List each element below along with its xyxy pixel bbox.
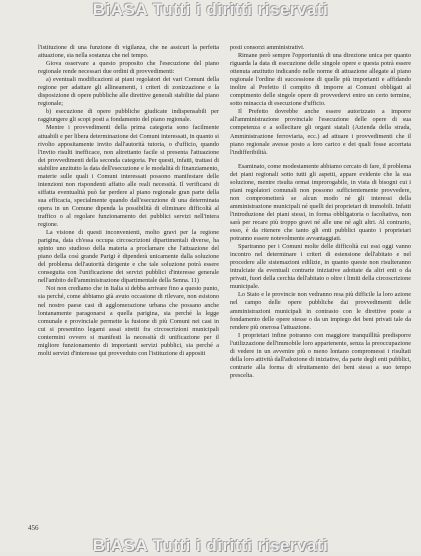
paragraph: b) esecuzione di opere pubbliche giudicate indispensabili per raggiungere gli scopi posti a fondamento del piano regionale.	[38, 108, 219, 124]
paragraph: Noi non crediamo che in Italia si debba arrivare fino a questo punto, sia perché, come abbiamo già avuto occasione di rilevare, non esistono nel nostro paese casi di agglomerazione urbana che possano anche lontanamente paragonarsi a quella parigina, sia perché la legge comunale e provinciale permette la fusione di più Comuni nei casi in cui si presentino legami assai stretti fra circoscrizioni municipali contermini ovvero si manifesti la necessità di unificazione per il migliore funzionamento di importanti servizi pubblici, sia perché a molti servizi d'interesse qui provveduto con l'istituzione di appositi	[38, 285, 219, 357]
watermark-bottom: BiASA Tutti i diritti riservati	[92, 536, 329, 555]
paragraph: Il Prefetto dovrebbe anche essere autorizzato a imporre all'amministrazione provinciale l'esecuzione delle opere di sua competenza e a sollecitare gli organi statali (Azienda della strada, Amministrazione ferroviaria, ecc.) ad attuare i provvedimenti che il piano regionale avesse posto a loro carico e dei quali fosse accertata l'indifferibilità.	[230, 108, 411, 156]
paragraph: posti consorzi amministrativi.	[230, 44, 305, 51]
left-column	[38, 44, 219, 524]
watermark-top: BiASA Tutti i diritti riservati	[92, 0, 329, 19]
paragraph: a) eventuali modificazioni ai piani regolatori dei vari Comuni della regione per adattare gli allineamenti, i criteri di zonizzazione e la disposizione di opere pubbliche alle direttive generali stabilite dal piano regionale;	[38, 76, 219, 108]
paragraph: La visione di questi inconvenienti, molto gravi per la regione parigina, data ch'essa occupa circoscrizioni dipartimentali diverse, ha spinto uno studioso della materia a proclamare che l'attuazione del piano della così grande Parigi è dipenderà unicamente dalla soluzione del problema dell'autorità dirigente e che tale soluzione potrà essere conseguita con l'unificazione dei servizi pubblici d'interesse generale nell'ambito dell'amministrazione dipartimentale della Senna. 11)	[38, 229, 219, 285]
paragraph: I proprietari infine potranno con maggiore tranquillità predisporre l'utilizzazione dell'immobile loro appartenente, senza la preoccupazione di vedere in un avvenire più o meno lontano compromessi i risultati della loro attività dall'adozione di iniziative, da parte degli enti pubblici, contrarie alla forma di sfruttamento dei beni stessi a suo tempo prescelta.	[230, 331, 411, 379]
paragraph: Spariranno per i Comuni molte delle difficoltà cui essi oggi vanno incontro nel determinare i criteri di estensione dell'abitato e nel procedere alle sistemazioni edilizie, in quanto queste non risulteranno intralciate da eventuali contrarie iniziative adottate da altri enti o da privati, fuori della cerchia dell'abitato o oltre i limiti della circoscrizione municipale.	[230, 243, 411, 291]
paragraph: Mentre i provvedimenti della prima categoria sono facilmente attuabili e per libera determinazione dei Comuni interessati, in quanto si rivolto appositamente invito dall'autorità tutoria, o d'ufficio, quando l'invito risulti inefficace, non altrettanto facile si presenta l'attuazione dei provvedimenti della seconda categoria. Per questi, infatti, trattasi di stabilire anzitutto la data dell'esecuzione e le modalità di finanziamento, materie sulle quali i Comuni interessati possono manifestare delle intenzioni non rispondenti affatto alle reali necessità. Il verificarsi di siffatta eventualità può far perdere al piano regionale gran parte della sua efficacia, specialmente quando dall'esecuzione di una determinata opera in un Comune dipenda la possibilità di eliminare difficoltà al traffico o al regolare funzionamento dei pubblici servizi nell'intera regione.	[38, 124, 219, 229]
paragraph: Giova osservare a questo proposito che l'esecuzione del piano regionale rende necessari due ordini di provvedimenti:	[38, 60, 219, 76]
right-column	[230, 44, 411, 524]
paragraph: Rimane però sempre l'opportunità di una direzione unica per quanto riguarda la data di esecuzione delle singole opere e questa potrà essere ottenuta anzitutto indicando nelle norme di attuazione allegate al piano regionale l'ordine di successione di quelle più importanti e affidando inoltre al Prefetto il compito di imporre ai Comuni obbligati al compimento delle singole opere di provvedervi entro un certo termine, sotto minaccia di esecuzione d'ufficio.	[230, 52, 411, 108]
paragraph: Esaminato, come modestamente abbiamo cercato di fare, il problema dei piani regionali sotto tutti gli aspetti, appare evidente che la sua soluzione, mentre risulta ormai improrogabile, in vista di bisogni cui i piani regolatori comunali non possono sufficientemente provvedere, non comprometterà se alcun modo né gli interessi della amministrazione municipali né quelli dei proprietari di immobili. Infatti l'introduzione dei piani stessi, in forma obbligatoria o facoltativa, non sarà per recare più troppo gravi né alle une né agli altri. Al contrario, esso, è da ritenere che tanto gli enti pubblici quanto i proprietari potranno essere notevolmente avvantaggiati.	[230, 162, 411, 243]
paragraph: l'istituzione di una funzione di vigilanza, che ne assicuri la perfetta attuazione, sia nella sostanza che nel tempo.	[38, 44, 219, 60]
paragraph: Lo Stato e le provincie non vedranno resa più difficile la loro azione nel campo delle opere pubbliche dai provvedimenti delle amministrazioni municipali in contrasto con le direttive poste a fondamento delle opere stesse o da un impiego dei beni privati tale da rendere più onerosa l'attuazione.	[230, 291, 411, 331]
page-number: 456	[28, 524, 39, 532]
